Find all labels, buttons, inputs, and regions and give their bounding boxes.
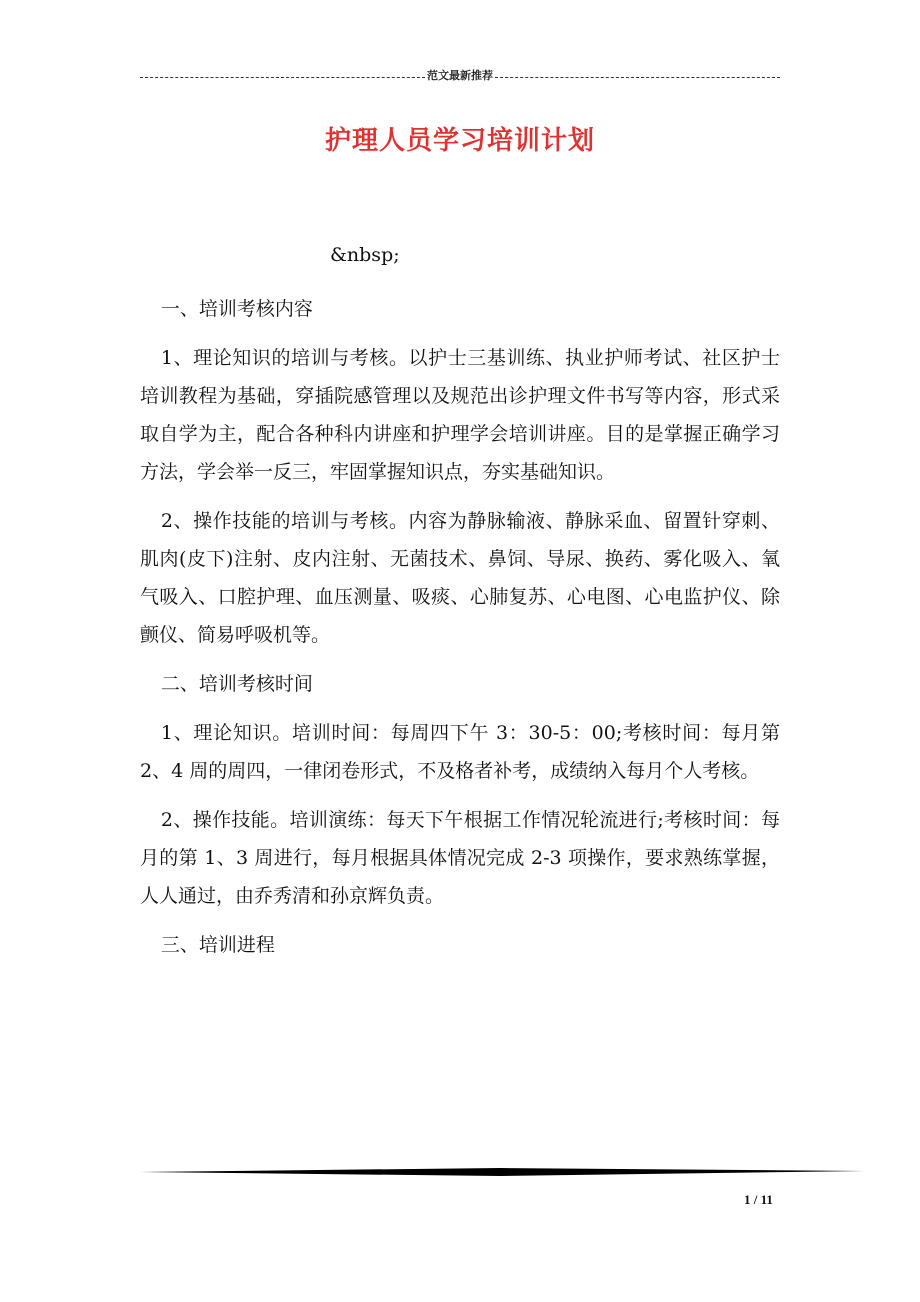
paragraph-theory: 1、理论知识的培训与考核。以护士三基训练、执业护师考试、社区护士培训教程为基础，穿插院感管理以及规范出诊护理文件书写等内容，形式采取自学为主，配合各种科内讲座和护理学会培训讲座。目的是掌握正确学习方法，学会举一反三，牢固掌握知识点，夯实基础知识。 [140,347,780,483]
paragraph-skills-time: 2、操作技能。培训演练：每天下午根据工作情况轮流进行;考核时间：每月的第 1、3 周进行，每月根据具体情况完成 2-3 项操作，要求熟练掌握，人人通过，由乔秀清和孙京辉负责。 [140,809,780,907]
header-dashes-right [495,77,780,78]
paragraph-skills: 2、操作技能的培训与考核。内容为静脉输液、静脉采血、留置针穿刺、肌肉(皮下)注射、皮内注射、无菌技术、鼻饲、导尿、换药、雾化吸入、氧气吸入、口腔护理、血压测量、吸痰、心肺复苏、心电图、心电监护仪、除颤仪、简易呼吸机等。 [140,510,780,646]
page-header [140,68,780,84]
section-heading-3: 三、培训进程 [160,934,275,956]
footer-divider [140,1166,864,1178]
header-dashes-left [140,77,425,78]
nbsp-text: &nbsp; [330,244,400,266]
header-label: 范文最新推荐 [427,69,493,82]
document-title: 护理人员学习培训计划 [324,126,595,156]
section-heading-1: 一、培训考核内容 [160,298,313,320]
section-heading-2: 二、培训考核时间 [160,673,313,695]
page-number: 1 / 11 [744,1192,773,1207]
paragraph-theory-time: 1、理论知识。培训时间：每周四下午 3：30-5：00;考核时间：每月第 2、4 周的周四，一律闭卷形式，不及格者补考，成绩纳入每月个人考核。 [140,722,780,782]
document-body [140,236,780,975]
